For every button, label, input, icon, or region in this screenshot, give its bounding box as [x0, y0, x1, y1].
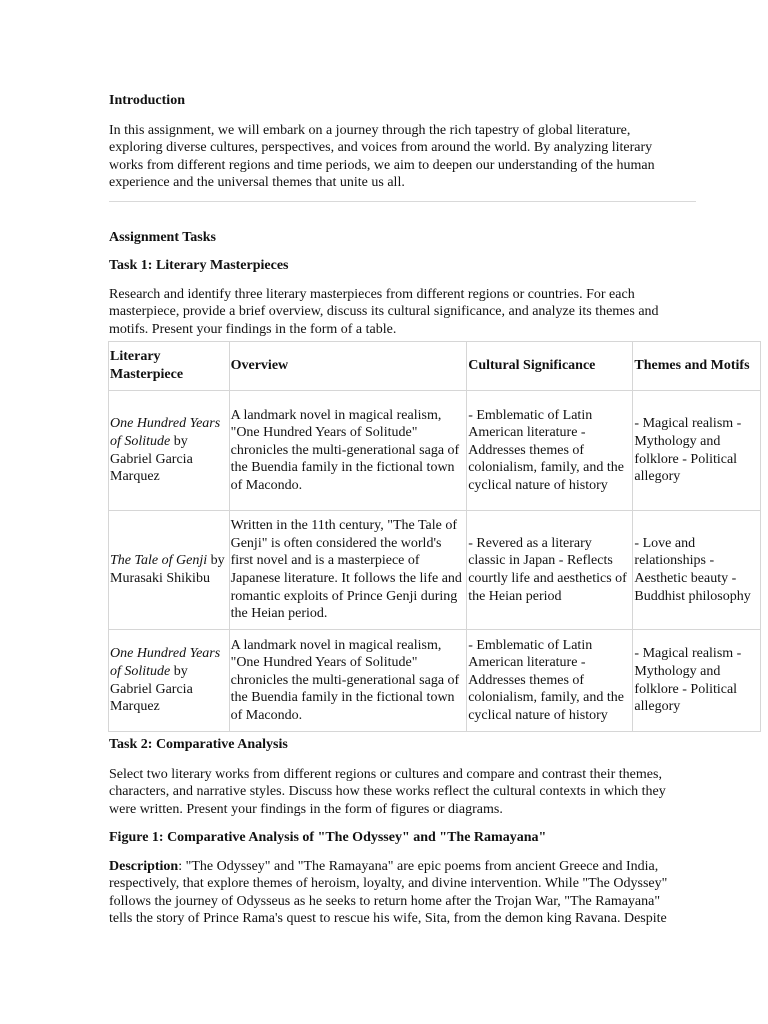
header-cultural-significance: Cultural Significance	[467, 342, 633, 391]
description-label: Description	[109, 858, 179, 874]
overview-cell: A landmark novel in magical realism, "One Hundred Years of Solitude" chronicles the multi-generational saga of the Buendia family in the fictional town of Macondo.	[229, 630, 467, 732]
themes-cell: - Magical realism - Mythology and folklore - Political allegory	[633, 630, 761, 732]
introduction-heading: Introduction	[109, 93, 185, 108]
section-divider	[109, 201, 696, 202]
header-themes-motifs: Themes and Motifs	[633, 342, 761, 391]
themes-cell: - Magical realism - Mythology and folklore - Political allegory	[633, 391, 761, 511]
significance-cell: - Emblematic of Latin American literature - Addresses themes of colonialism, family, and the cyclical nature of history	[467, 391, 633, 511]
literary-masterpieces-table	[108, 341, 761, 732]
masterpiece-cell	[109, 391, 230, 511]
themes-cell: - Love and relationships - Aesthetic beauty - Buddhist philosophy	[633, 511, 761, 630]
overview-cell: A landmark novel in magical realism, "One Hundred Years of Solitude" chronicles the multi-generational saga of the Buendia family in the fictional town of Macondo.	[229, 391, 467, 511]
masterpiece-cell	[109, 630, 230, 732]
book-title: One Hundred Years of Solitude	[110, 646, 221, 679]
header-literary-masterpiece: Literary Masterpiece	[109, 342, 230, 391]
table-header-row	[109, 342, 761, 391]
masterpiece-cell	[109, 511, 230, 630]
task1-paragraph: Research and identify three literary masterpieces from different regions or countries. For each masterpiece, provide a brief overview, discuss its cultural significance, and analyze its themes and motifs. Present your findings in the form of a table.	[109, 286, 659, 337]
significance-cell: - Emblematic of Latin American literature - Addresses themes of colonialism, family, and the cyclical nature of history	[467, 630, 633, 732]
book-author: by Gabriel Garcia Marquez	[110, 433, 193, 485]
book-title: The Tale of Genji	[110, 553, 208, 569]
table-row	[109, 391, 761, 511]
book-author: by Gabriel Garcia Marquez	[110, 663, 193, 715]
introduction-paragraph: In this assignment, we will embark on a journey through the rich tapestry of global literature, exploring diverse cultures, perspectives, and voices from around the world. By analyzing literary works from different regions and time periods, we aim to deepen our understanding of the human experience and the universal themes that unite us all.	[109, 122, 655, 190]
task2-paragraph: Select two literary works from different regions or cultures and compare and contrast their themes, characters, and narrative styles. Discuss how these works reflect the cultural contexts in which they were written. Present your findings in the form of figures or diagrams.	[109, 766, 666, 817]
assignment-tasks-heading: Assignment Tasks	[109, 229, 216, 245]
task2-heading: Task 2: Comparative Analysis	[109, 737, 288, 752]
document-content	[109, 92, 751, 928]
significance-cell: - Revered as a literary classic in Japan - Reflects courtly life and aesthetics of the Heian period	[467, 511, 633, 630]
description-text: : "The Odyssey" and "The Ramayana" are epic poems from ancient Greece and India, respectively, that explore themes of heroism, loyalty, and divine intervention. While "The Odyssey" follows the journey of Odysseus as he seeks to return home after the Trojan War, "The Ramayana" tells the story of Prince Rama's quest to rescue his wife, Sita, from the demon king Ravana. Despite	[109, 858, 668, 926]
book-author: by Murasaki Shikibu	[110, 553, 225, 586]
book-title: One Hundred Years of Solitude	[110, 416, 221, 449]
figure1-description	[109, 858, 669, 928]
table-row	[109, 630, 761, 732]
task1-heading: Task 1: Literary Masterpieces	[109, 258, 289, 273]
table-row	[109, 511, 761, 630]
overview-cell: Written in the 11th century, "The Tale of Genji" is often considered the world's first novel and is a masterpiece of Japanese literature. It follows the life and romantic exploits of Prince Genji during the Heian period.	[229, 511, 467, 630]
header-overview: Overview	[229, 342, 467, 391]
figure1-heading: Figure 1: Comparative Analysis of "The Odyssey" and "The Ramayana"	[109, 830, 547, 845]
